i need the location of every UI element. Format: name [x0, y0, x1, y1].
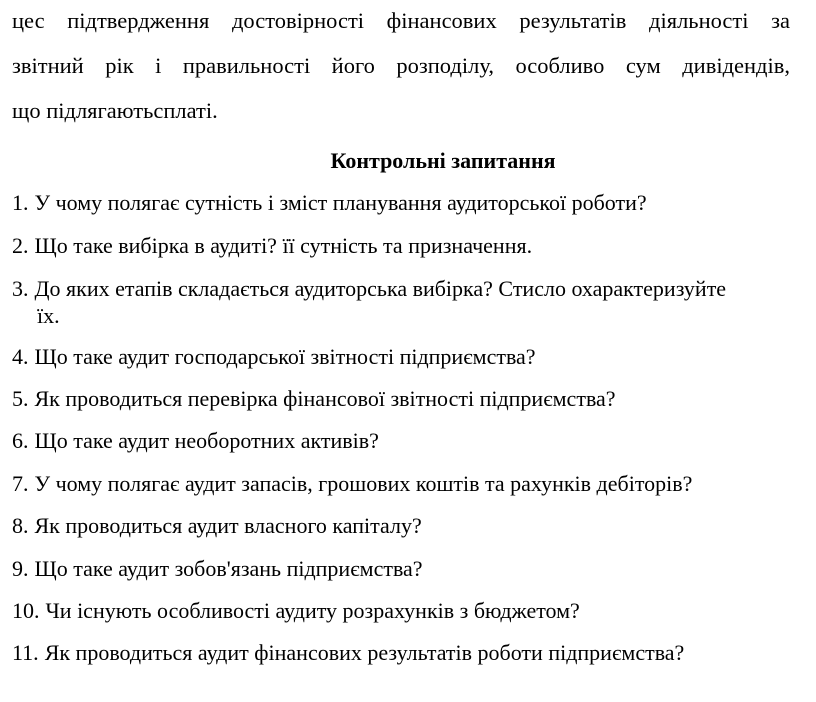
intro-line-3: що підлягаютьсплаті. — [12, 98, 218, 123]
question-text: Чи існують особливості аудиту розрахунків з бюджетом? — [45, 598, 580, 623]
question-10 — [12, 598, 580, 624]
question-3-continuation: їх. — [37, 303, 60, 328]
question-text: Як проводиться перевірка фінансової звітності підприємства? — [34, 386, 616, 411]
question-number: 2. — [12, 233, 29, 258]
question-text: У чому полягає сутність і зміст планування аудиторської роботи? — [34, 190, 647, 215]
question-9 — [12, 556, 423, 582]
question-8 — [12, 513, 422, 539]
question-5 — [12, 386, 616, 412]
question-11 — [12, 640, 684, 666]
question-6 — [12, 428, 379, 454]
intro-line-2: звітний рік і правильності його розподілу, особливо сум дивідендів, — [12, 53, 790, 78]
question-number: 8. — [12, 513, 29, 538]
question-number: 7. — [12, 471, 29, 496]
question-text: Як проводиться аудит фінансових результатів роботи підприємства? — [44, 640, 685, 665]
question-3 — [12, 276, 726, 302]
question-text: Що таке вибірка в аудиті? її сутність та призначення. — [34, 233, 533, 258]
question-number: 4. — [12, 344, 29, 369]
question-text: Що таке аудит зобов'язань підприємства? — [34, 556, 423, 581]
intro-line-1: цес підтвердження достовірності фінансових результатів діяльності за — [12, 8, 790, 33]
question-number: 6. — [12, 428, 29, 453]
question-number: 9. — [12, 556, 29, 581]
section-heading: Контрольні запитання — [330, 148, 556, 173]
question-text: У чому полягає аудит запасів, грошових коштів та рахунків дебіторів? — [34, 471, 693, 496]
question-7 — [12, 471, 692, 497]
question-2 — [12, 233, 532, 259]
question-number: 5. — [12, 386, 29, 411]
question-number: 10. — [12, 598, 40, 623]
question-text: Що таке аудит господарської звітності підприємства? — [34, 344, 536, 369]
question-number: 3. — [12, 276, 29, 301]
question-text: Що таке аудит необоротних активів? — [34, 428, 379, 453]
question-text: До яких етапів складається аудиторська вибірка? Стисло охарактеризуйте — [34, 276, 727, 301]
question-number: 1. — [12, 190, 29, 215]
question-4 — [12, 344, 536, 370]
question-number: 11. — [12, 640, 39, 665]
question-1 — [12, 190, 647, 216]
question-text: Як проводиться аудит власного капіталу? — [34, 513, 422, 538]
